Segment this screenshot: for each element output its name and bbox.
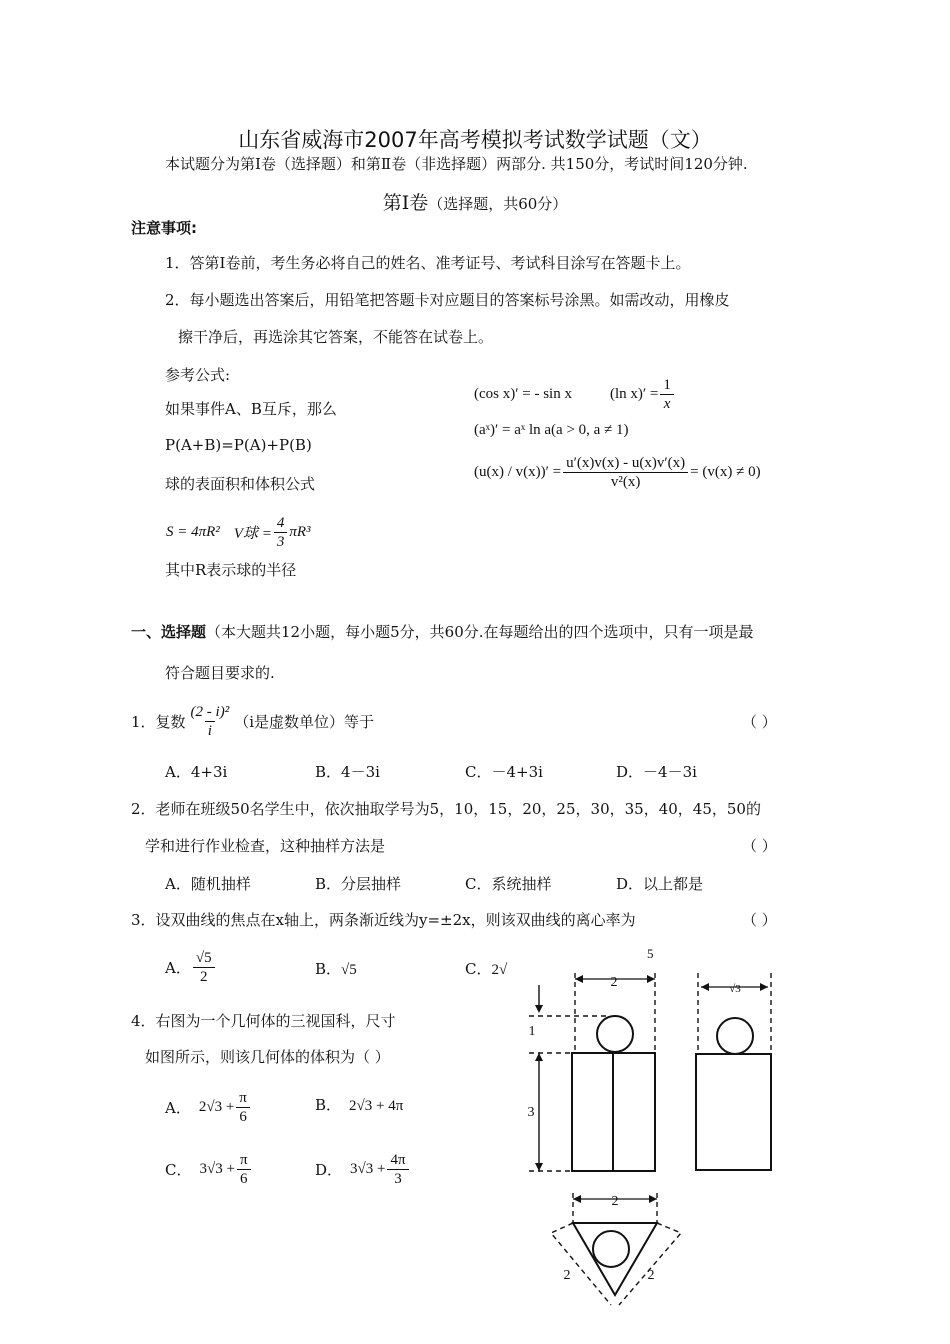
q4-a-num: π [236,1089,250,1108]
sphere-area-formula: S = 4πR² [166,523,220,540]
q4-a-fraction [236,1089,250,1126]
mutex-text: 如果事件A、B互斥，那么 [165,400,337,418]
bottom-left-label: 2 [563,1268,571,1283]
q1-frac-den: i [205,721,215,740]
q3-text: 3．设双曲线的焦点在x轴上，两条渐近线为y=±2x，则该双曲线的离心率为 [131,911,636,929]
q4-option-c [165,1146,253,1192]
derivative-line-1 [474,374,676,414]
section1-desc-line1: （本大题共12小题，每小题5分，共60分.在每题给出的四个选项中，只有一项是最 [206,623,754,641]
q1-option-c: C．－4+3i [465,763,543,781]
notes-title: 注意事项: [131,219,197,237]
sphere-volume-num: 4 [274,514,288,533]
q3-c-label: C． [465,960,492,978]
quotient-den: v²(x) [610,473,641,490]
front-width-arrow-left [575,975,583,983]
exp-derivative: (aˣ)′ = aˣ ln a(a > 0, a ≠ 1) [474,422,629,438]
section1-title: 一、选择题 [131,623,207,641]
q3-b-value: √5 [341,962,357,978]
top-width-arrow-left [573,1195,581,1203]
part1-heading-main: 第Ⅰ卷 [382,192,429,214]
q3-b-label: B． [315,960,342,978]
section1-header [131,621,754,642]
section1-desc-line2: 符合题目要求的. [165,664,275,682]
part1-heading-sub: （选择题，共60分） [428,195,568,213]
q4-b-label: B． [315,1096,342,1114]
front-width-arrow-right [647,975,655,983]
quotient-num: u′(x)v(x) - u(x)v′(x) [563,454,688,473]
ref-formula-title: 参考公式: [165,366,231,384]
front-view [529,973,655,1171]
q4-d-den: 3 [394,1170,402,1187]
sphere-title: 球的表面积和体积公式 [165,475,316,493]
front-width-label: 2 [610,975,618,990]
q3-a-label: A． [165,958,191,977]
q4-c-den: 6 [239,1170,248,1187]
sphere-volume-left: V球 = [233,525,272,542]
side-width-label: √3 [729,983,741,995]
top-width-arrow-right [649,1195,657,1203]
q2-answer-paren: （ ） [742,837,777,855]
side-width-arrow-right [760,983,768,991]
bottom-top-label: 2 [611,1194,619,1209]
exam-intro: 本试题分为第Ⅰ卷（选择题）和第Ⅱ卷（非选择题）两部分. 共150分，考试时间120分钟. [165,155,748,173]
q4-a-label: A． [165,1098,191,1117]
sum-rule: P(A+B)=P(A)+P(B) [165,436,312,454]
q1-option-d: D．－4－3i [616,763,697,781]
quotient-left: (u(x) / v(x))′ = [474,463,562,480]
sphere-volume-fraction [274,514,288,551]
sphere-formula [166,510,311,554]
body-height-arrow-bottom [535,1163,543,1171]
q4-c-left: 3√3 + [199,1160,235,1177]
q3-option-a [165,944,217,990]
q4-line1: 4．右图为一个几何体的三视国科，尺寸 [131,1012,396,1030]
sphere-volume-right: πR³ [289,523,311,540]
quotient-fraction [563,454,688,491]
q4-d-num: 4π [387,1151,408,1170]
ln-derivative-num: 1 [660,376,674,395]
q1-option-a: A．4+3i [165,763,228,781]
q2-option-d: D．以上都是 [616,875,704,893]
q2-option-b: B．分层抽样 [315,875,402,893]
sphere-volume-den: 3 [276,533,285,550]
q4-line2: 如图所示，则该几何体的体积为（ ） [145,1048,390,1066]
cos-derivative: (cos x)′ = - sin x [474,385,572,402]
top-circle [593,1231,629,1267]
q1-option-b: B．4－3i [315,763,380,781]
q3-option-c [465,958,507,979]
q3-c-value: 2√ [491,962,508,978]
quotient-rule [474,450,761,494]
note-item-2-line1: 2．每小题选出答案后，用铅笔把答题卡对应题目的答案标号涂黑。如需改动，用橡皮 [165,291,730,309]
q4-option-b [315,1094,403,1115]
q2-line2: 学和进行作业检查，这种抽样方法是 [145,837,386,855]
front-sphere [597,1016,633,1052]
q3-option-d-partial: 5 [647,946,654,961]
q1-suffix: （i是虚数单位）等于 [234,712,375,731]
side-view [696,973,771,1170]
side-width-arrow-left [701,983,709,991]
q4-c-fraction [237,1151,251,1188]
q3-a-den: 2 [199,968,208,985]
part1-heading [0,188,950,215]
body-height-arrow-top [535,1053,543,1061]
bottom-right-label: 2 [647,1268,655,1283]
q4-c-num: π [237,1151,251,1170]
q1-answer-paren: （ ） [742,713,777,731]
q3-option-b [315,958,357,979]
q1-prefix: 1．复数 [131,712,186,731]
three-view-figure [515,965,815,1315]
q4-d-fraction [387,1151,408,1188]
page-title: 山东省威海市2007年高考模拟考试数学试题（文） [238,128,712,152]
ln-derivative-den: x [663,395,671,412]
q2-option-a: A．随机抽样 [165,875,251,893]
q4-option-a [165,1084,252,1130]
body-height-label: 3 [527,1105,535,1120]
q4-b-value: 2√3 + 4π [349,1098,404,1114]
q1-fraction [188,703,233,740]
top-height-label: 1 [528,1024,536,1039]
q3-a-num: √5 [193,949,215,968]
ln-derivative-fraction [660,376,674,413]
note-item-1: 1．答第I卷前，考生务必将自己的姓名、准考证号、考试科目涂写在答题卡上。 [165,254,691,272]
q4-d-label: D． [315,1160,343,1179]
q4-c-label: C． [165,1160,192,1179]
q3-a-fraction [193,949,215,986]
q2-option-c: C．系统抽样 [465,875,552,893]
q3-answer-paren: （ ） [742,911,777,929]
radius-note: 其中R表示球的半径 [165,561,297,579]
q1-frac-num: (2 - i)² [190,703,230,720]
q2-line1: 2．老师在班级50名学生中，依次抽取学号为5，10，15，20，25，30，35，40，45，50的 [131,800,761,818]
question-1 [131,698,374,744]
top-view [551,1193,681,1305]
quotient-right: = (v(x) ≠ 0) [690,463,761,480]
top-height-arrowhead [535,1005,543,1013]
q4-option-d [315,1146,411,1192]
ln-derivative-left: (ln x)′ = [609,385,659,402]
side-sphere [717,1018,753,1054]
q4-d-left: 3√3 + [350,1160,386,1177]
top-triangle [573,1223,657,1295]
side-body [696,1054,771,1170]
q4-a-den: 6 [239,1108,247,1125]
note-item-2-line2: 擦干净后，再选涂其它答案，不能答在试卷上。 [178,328,494,346]
q4-a-left: 2√3 + [198,1098,235,1115]
